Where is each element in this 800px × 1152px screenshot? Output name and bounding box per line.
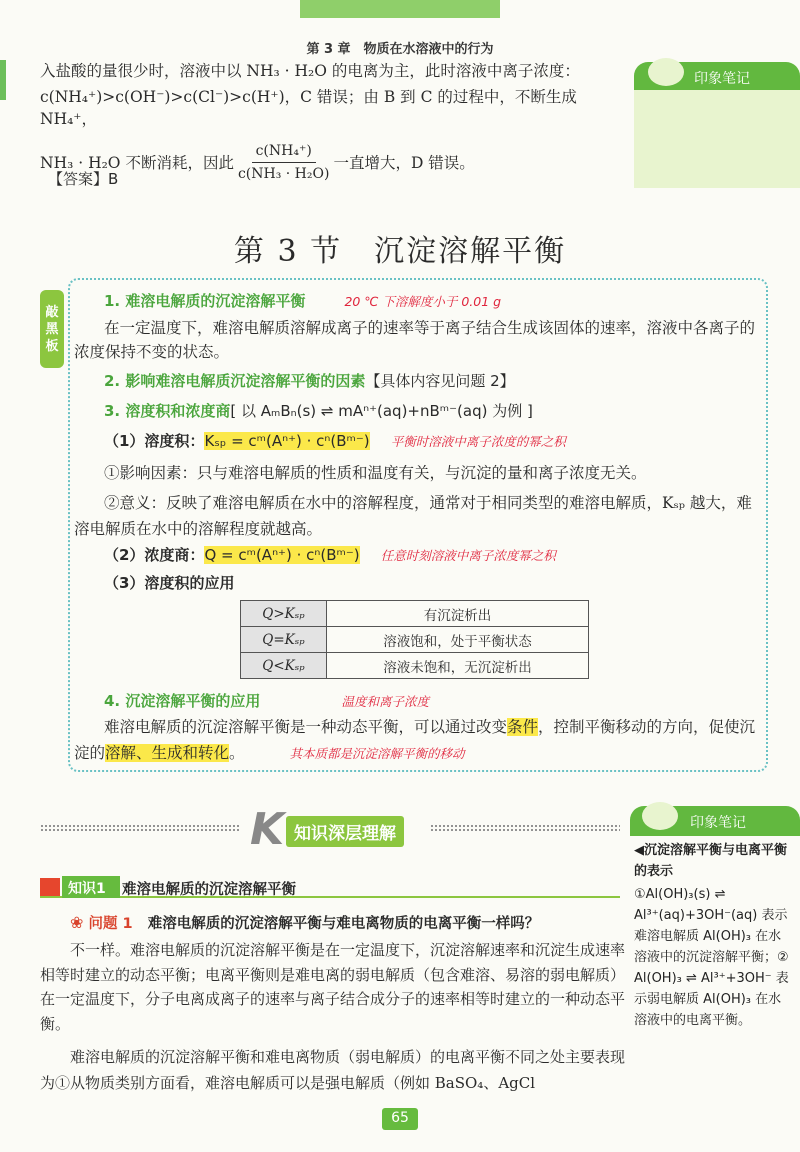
answer-value: B (108, 170, 119, 188)
ksp-row (104, 430, 566, 451)
q-formula: Q = cᵐ(Aⁿ⁺) · cⁿ(Bᵐ⁻) (204, 546, 360, 564)
page-number: 65 (382, 1108, 418, 1130)
section-title: 第 3 节 沉淀溶解平衡 (233, 234, 567, 269)
side-note-body: ①Al(OH)₃(s) ⇌ Al³⁺(aq)+3OH⁻(aq) 表示难溶电解质 Al(OH)₃ 在水溶液中的沉淀溶解平衡；② Al(OH)₃ ⇌ Al³⁺+3OH⁻ 表示弱电解质 Al(OH)₃ 在水溶液中的电离平衡。 (634, 887, 789, 1028)
leaf-icon: ❀ (70, 913, 84, 932)
banner-dots-right (430, 824, 620, 832)
side-note-top-label: 印象笔记 (694, 71, 750, 87)
board-heading-2-ref: 【具体内容见问题 2】 (365, 372, 515, 390)
handwritten-note-ksp: 平衡时溶液中离子浓度的幂之积 (390, 434, 566, 449)
table-cell-result: 溶液饱和，处于平衡状态 (327, 627, 589, 653)
handwritten-note-5: 其本质都是沉淀溶解平衡的移动 (289, 746, 465, 761)
board-heading-4: 4. 沉淀溶解平衡的应用 (104, 692, 261, 710)
book-icon (40, 878, 60, 896)
section-banner (250, 804, 420, 855)
factor-2: ②意义：反映了难溶电解质在水中的溶解程度，通常对于相同类型的难溶电解质，Kₛₚ 越大，难溶电解质在水中的溶解程度就越高。 (74, 494, 752, 538)
q-label: （2）浓度商： (104, 546, 205, 564)
fraction-numerator: c(NH₄⁺) (252, 140, 316, 163)
chapter-header: 第 3 章 物质在水溶液中的行为 (306, 42, 494, 57)
side-note-content (634, 840, 794, 1031)
table-cell-condition: Q>Kₛₚ (241, 601, 327, 627)
handwritten-note-1: 20 ℃ 下溶解度小于 0.01 g (344, 294, 502, 309)
ksp-formula: Kₛₚ = cᵐ(Aⁿ⁺) · cⁿ(Bᵐ⁻) (204, 432, 370, 450)
board-h1-row (104, 290, 704, 311)
ksp-table (240, 600, 589, 679)
knowledge-tag: 知识1 (62, 876, 120, 898)
banner-k-letter: K (250, 804, 285, 855)
board-h4-row (104, 690, 744, 711)
board-heading-3: 3. 溶度积和浓度商 (104, 402, 231, 420)
q-row (104, 544, 556, 565)
side-note-top-body (634, 90, 800, 188)
board-heading-2: 2. 影响难溶电解质沉淀溶解平衡的因素 (104, 372, 366, 390)
question-text: 难溶电解质的沉淀溶解平衡与难电离物质的电离平衡一样吗？ (147, 916, 540, 932)
banner-label: 知识深层理解 (286, 816, 404, 847)
p4-part-c: 。 (229, 744, 245, 762)
header-decoration (300, 0, 500, 18)
intro-line-3 (40, 140, 630, 185)
question-row (70, 912, 630, 933)
table-cell-result: 有沉淀析出 (327, 601, 589, 627)
side-note-bottom-label: 印象笔记 (690, 815, 746, 831)
factor-1: ①影响因素：只与难溶电解质的性质和温度有关，与沉淀的量和离子浓度无关。 (104, 464, 647, 482)
side-note-bottom (630, 806, 800, 836)
knowledge-title: 难溶电解质的沉淀溶解平衡 (122, 882, 296, 898)
answer (48, 168, 118, 189)
elephant-icon (648, 58, 684, 86)
board-paragraph-1: 在一定温度下，难溶电解质溶解成离子的速率等于离子结合生成该固体的速率，溶液中各离子的浓度保持不变的状态。 (74, 319, 756, 361)
table-cell-condition: Q=Kₛₚ (241, 627, 327, 653)
question-label: 问题 1 (88, 916, 133, 932)
application-label: （3）溶度积的应用 (104, 574, 235, 592)
board-h2-row (104, 370, 515, 391)
p4-highlight-change: 溶解、生成和转化 (105, 744, 230, 762)
handwritten-note-4: 温度和离子浓度 (341, 694, 429, 709)
board-heading-3-example: [ 以 AₘBₙ(s) ⇌ mAⁿ⁺(aq)+nBᵐ⁻(aq) 为例 ] (230, 402, 533, 420)
answer-label: 【答案】 (48, 170, 109, 188)
table-cell-result: 溶液未饱和，无沉淀析出 (327, 653, 589, 679)
p4-part-a: 难溶电解质的沉淀溶解平衡是一种动态平衡，可以通过改变 (104, 718, 508, 736)
intro-text (40, 60, 630, 185)
fraction-denominator: c(NH₃ · H₂O) (237, 166, 330, 182)
table-row (241, 653, 589, 679)
board-h3-row (104, 400, 533, 421)
page-edge-marker (0, 60, 6, 100)
p4-part-b: ，控制平衡移动的方向，促使沉淀的 (74, 718, 756, 762)
table-cell-condition: Q<Kₛₚ (241, 653, 327, 679)
intro-line-2: c(NH₄⁺)>c(OH⁻)>c(Cl⁻)>c(H⁺)，C 错误；由 B 到 C 的过程中，不断生成 NH₄⁺， (40, 88, 577, 128)
banner-dots-left (40, 824, 240, 832)
p4-highlight-condition: 条件 (507, 718, 539, 736)
side-note-top (634, 62, 800, 188)
intro-line-3a: NH₃ · H₂O 不断消耗，因此 (40, 153, 234, 172)
ksp-label: （1）溶度积： (104, 432, 205, 450)
fraction (238, 140, 330, 185)
answer-paragraph-1: 不一样。难溶电解质的沉淀溶解平衡是在一定温度下，沉淀溶解速率和沉淀生成速率相等时建立的动态平衡；电离平衡则是难电离的弱电解质（包含难溶、易溶的弱电解质）在一定温度下，分子电离成离子的速率与离子结合成分子的速率相等时建立的一种动态平衡。 (40, 941, 626, 1033)
board-paragraph-4 (74, 714, 764, 767)
intro-line-3b: 一直增大，D 错误。 (333, 153, 475, 172)
table-row (241, 601, 589, 627)
answer-paragraph-2: 难溶电解质的沉淀溶解平衡和难电离物质（弱电解质）的电离平衡不同之处主要表现为①从物质类别方面看，难溶电解质可以是强电解质（例如 BaSO₄、AgCl (40, 1048, 626, 1092)
intro-line-1: 入盐酸的量很少时，溶液中以 NH₃ · H₂O 的电离为主，此时溶液中离子浓度： (40, 62, 580, 80)
handwritten-note-q: 任意时刻溶液中离子浓度幂之积 (380, 548, 556, 563)
table-row (241, 627, 589, 653)
blackboard-label: 敲黑板 (40, 290, 64, 368)
elephant-icon (642, 802, 678, 830)
board-heading-1: 1. 难溶电解质的沉淀溶解平衡 (104, 292, 306, 310)
side-note-title: ◀沉淀溶解平衡与电离平衡的表示 (634, 843, 787, 879)
